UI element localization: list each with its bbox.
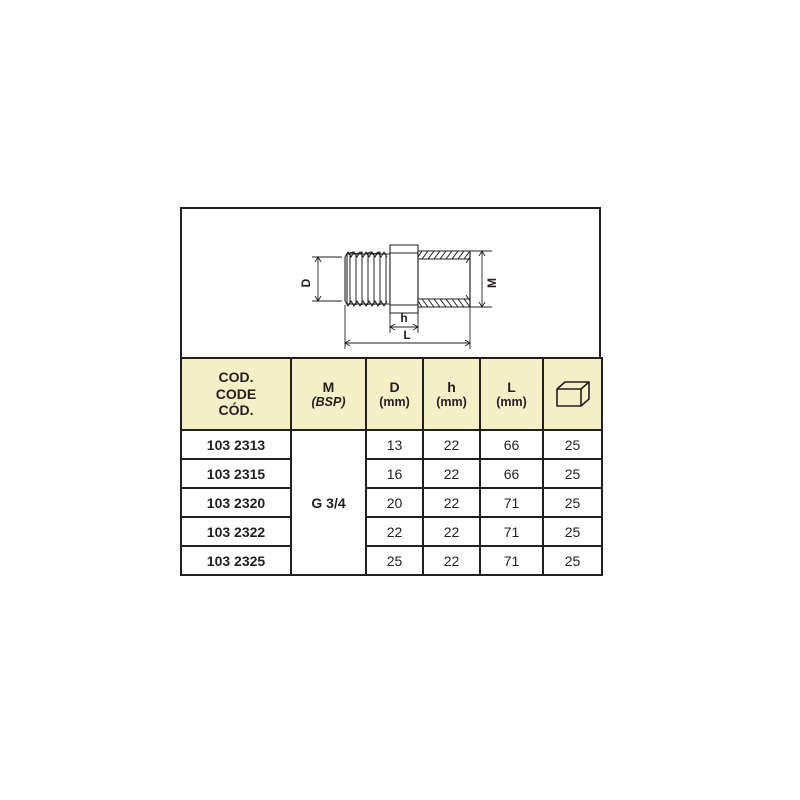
cell-l: 71 xyxy=(480,488,543,517)
h-label: h xyxy=(447,378,456,395)
box-icon xyxy=(554,379,592,409)
cell-code: 103 2320 xyxy=(181,488,291,517)
column-header-packaging xyxy=(543,358,602,430)
cell-h: 22 xyxy=(423,546,480,575)
cell-h: 22 xyxy=(423,488,480,517)
cell-d: 13 xyxy=(366,430,423,459)
table-row xyxy=(181,546,602,575)
cell-qty: 25 xyxy=(543,459,602,488)
cell-code: 103 2315 xyxy=(181,459,291,488)
cell-qty: 25 xyxy=(543,546,602,575)
table-row xyxy=(181,488,602,517)
product-spec-sheet xyxy=(180,207,601,572)
table-row xyxy=(181,517,602,546)
column-header-h xyxy=(423,358,480,430)
d-unit: (mm) xyxy=(379,394,410,409)
cell-thread: G 3/4 xyxy=(291,430,366,575)
cell-h: 22 xyxy=(423,430,480,459)
cell-d: 16 xyxy=(366,459,423,488)
cell-h: 22 xyxy=(423,517,480,546)
cell-l: 71 xyxy=(480,546,543,575)
cell-code: 103 2313 xyxy=(181,430,291,459)
code-label-line-3: CÓD. xyxy=(218,402,254,419)
d-label: D xyxy=(389,378,400,395)
cell-d: 22 xyxy=(366,517,423,546)
cell-l: 66 xyxy=(480,459,543,488)
fitting-drawing xyxy=(182,209,599,357)
cell-d: 20 xyxy=(366,488,423,517)
code-label-line-2: CODE xyxy=(215,385,257,402)
table-row xyxy=(181,430,602,459)
h-unit: (mm) xyxy=(436,394,467,409)
technical-drawing-panel xyxy=(180,207,601,359)
cell-qty: 25 xyxy=(543,488,602,517)
column-header-code xyxy=(181,358,291,430)
cell-l: 71 xyxy=(480,517,543,546)
column-header-thread xyxy=(291,358,366,430)
table-row xyxy=(181,459,602,488)
cell-code: 103 2322 xyxy=(181,517,291,546)
l-unit: (mm) xyxy=(496,394,527,409)
dim-label-d: D xyxy=(299,278,313,288)
cell-qty: 25 xyxy=(543,517,602,546)
cell-l: 66 xyxy=(480,430,543,459)
cell-d: 25 xyxy=(366,546,423,575)
cell-qty: 25 xyxy=(543,430,602,459)
code-label-line-1: COD. xyxy=(218,369,254,386)
dim-label-m: M xyxy=(485,278,499,288)
cell-code: 103 2325 xyxy=(181,546,291,575)
thread-unit: (BSP) xyxy=(311,394,346,409)
l-label: L xyxy=(507,378,516,395)
column-header-l xyxy=(480,358,543,430)
dim-label-h: h xyxy=(400,311,408,325)
specification-table xyxy=(180,357,603,576)
dim-label-l: L xyxy=(403,328,411,342)
column-header-d xyxy=(366,358,423,430)
cell-h: 22 xyxy=(423,459,480,488)
thread-label: M xyxy=(322,378,335,395)
table-header-row xyxy=(181,358,602,430)
